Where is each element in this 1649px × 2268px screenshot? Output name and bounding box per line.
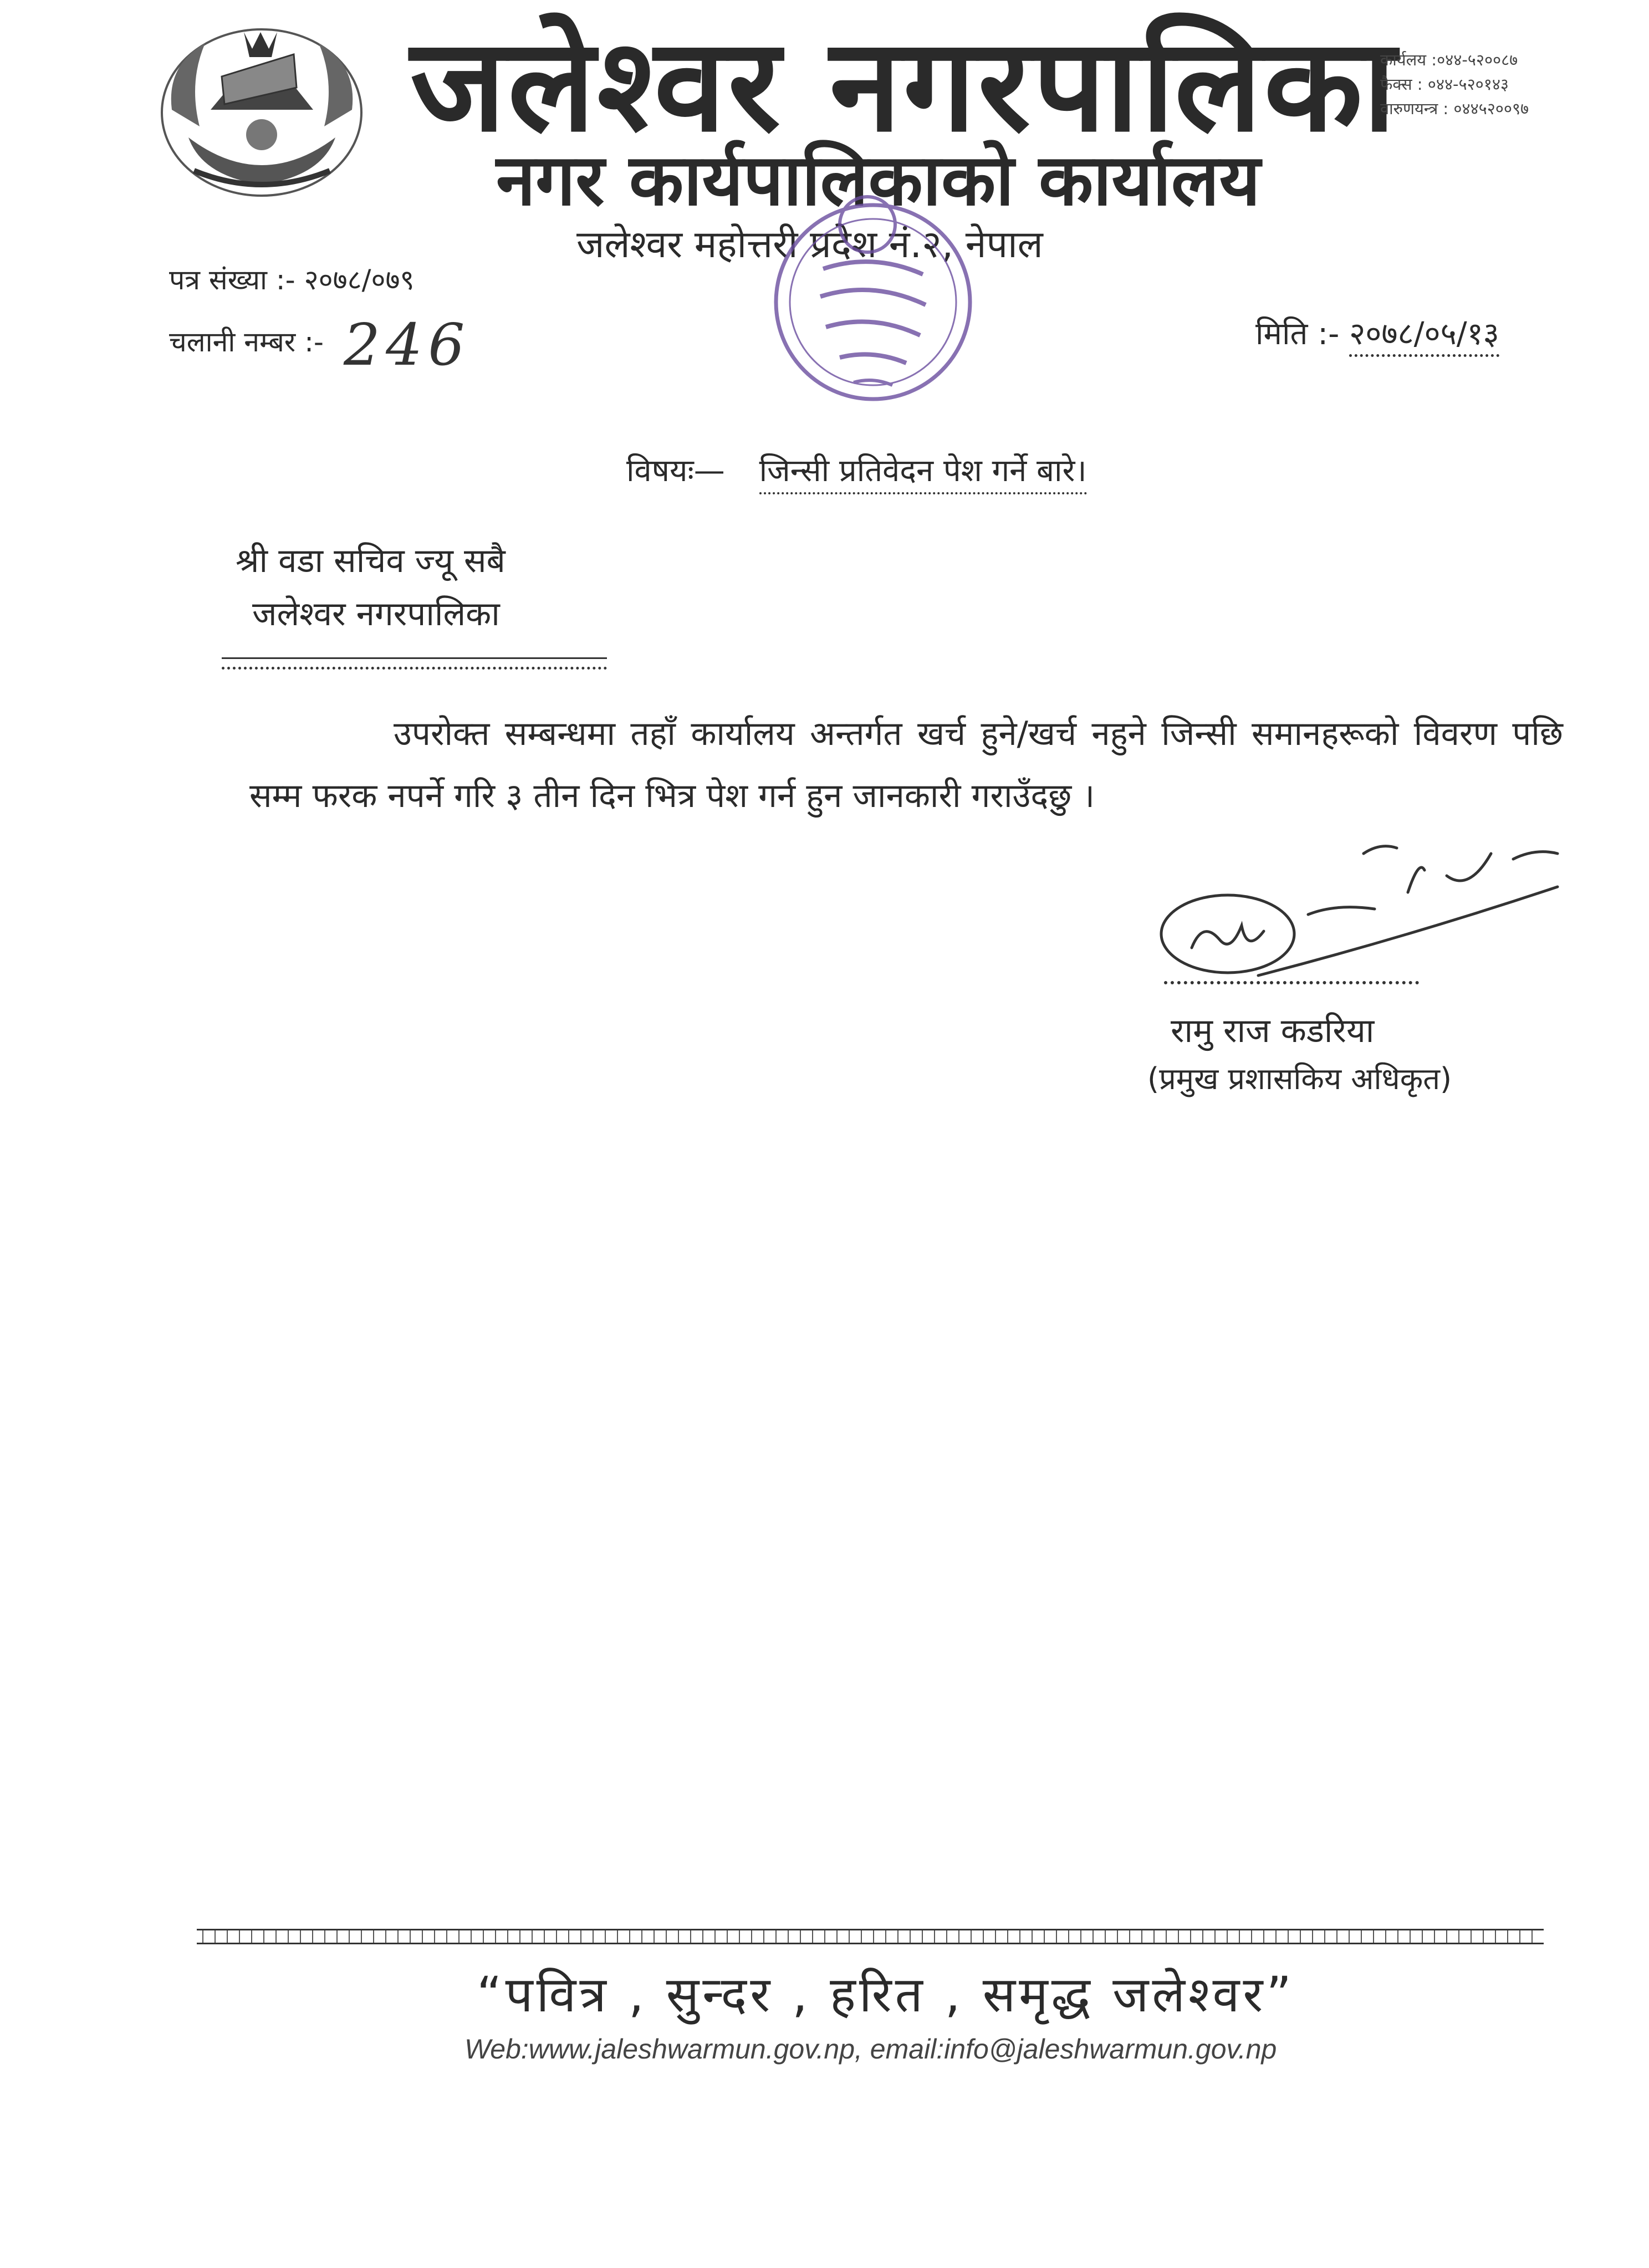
office-phone: कार्यलय :०४४-५२००८७ <box>1380 50 1518 69</box>
date-value: २०७८/०५/१३ <box>1349 316 1499 357</box>
signature-line <box>1164 981 1419 984</box>
fire-brigade-number: वारुणयन्त्र : ०४४५२००९७ <box>1380 99 1529 118</box>
dispatch-number <box>169 311 471 379</box>
addressee-underline <box>222 657 607 670</box>
nepal-emblem-logo <box>155 16 369 204</box>
signatory-name: रामु राज कडरिया <box>1171 1012 1375 1050</box>
contact-block <box>1380 48 1529 121</box>
footer-motto: “पवित्र , सुन्दर , हरित , समृद्ध जलेश्वर” <box>477 1966 1295 2023</box>
letter-date <box>1255 316 1499 352</box>
letter-body: उपरोक्त सम्बन्धमा तहाँ कार्यालय अन्तर्गत खर्च हुने/खर्च नहुने जिन्सी समानहरूको विवरण पछि सम्म फरक नपर्ने गरि ३ तीन दिन भित्र पेश गर्न हुन जानकारी गराउँदछु । <box>249 714 1563 815</box>
subject-label: विषयः— <box>626 453 725 489</box>
office-seal-stamp <box>757 186 989 418</box>
fax-number: फैक्स : ०४४-५२०१४३ <box>1380 75 1509 94</box>
subject-line <box>626 453 1087 489</box>
subject-text: जिन्सी प्रतिवेदन पेश गर्ने बारे। <box>759 453 1087 494</box>
office-address: जलेश्वर महोत्तरी प्रदेश नं.२, नेपाल <box>576 223 1043 267</box>
handwritten-signature <box>1158 820 1580 1003</box>
footer-web-email: Web:www.jaleshwarmun.gov.np, email:info@jaleshwarmun.gov.np <box>464 2034 1277 2065</box>
office-subtitle: नगर कार्यपालिकाको कार्यालय <box>496 139 1260 222</box>
chalani-handwritten-value: 246 <box>343 311 471 379</box>
chalani-label: चलानी नम्बर :- <box>169 326 324 358</box>
signatory-designation: (प्रमुख प्रशासकिय अधिकृत) <box>1147 1061 1452 1096</box>
addressee-line-2: जलेश्वर नगरपालिका <box>252 595 500 634</box>
ref-value: २०७८/०७९ <box>304 264 415 296</box>
date-label: मिति :- <box>1255 316 1340 352</box>
addressee-line-1: श्री वडा सचिव ज्यू सबै <box>236 542 506 580</box>
ref-label: पत्र संख्या :- <box>169 264 295 296</box>
municipality-title: जलेश्वर नगरपालिका <box>410 11 1398 160</box>
reference-number <box>169 266 414 294</box>
footer-border <box>197 1929 1544 1944</box>
